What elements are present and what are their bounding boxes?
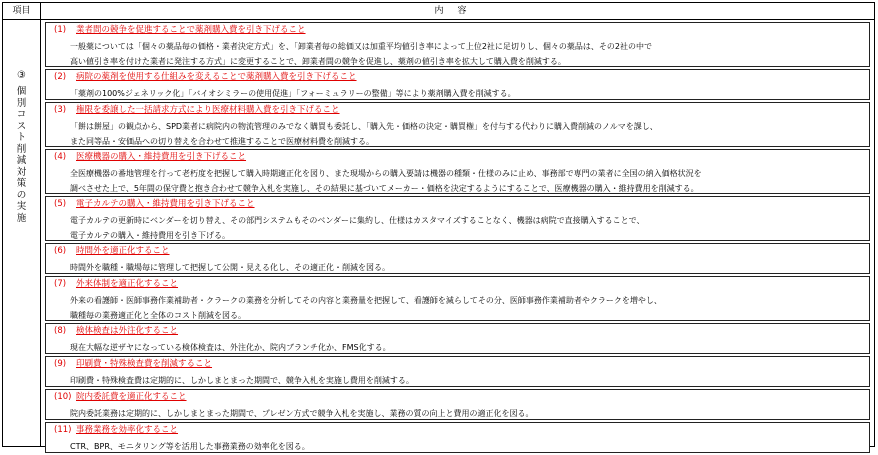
label-char: 削 — [16, 143, 27, 155]
header-content-column: 内容 — [434, 6, 481, 16]
item-body — [70, 120, 863, 149]
item-title: 外来体制を適正化すること — [76, 279, 179, 289]
list-item — [45, 102, 870, 147]
list-item — [45, 323, 870, 354]
item-body-line: 電子カルテの更新時にベンダーを切り替え、その部門システムもそのベンダーに集約し、仕様はカスタマイズすることなく、機器は病院で直接購入することで、 — [70, 216, 645, 225]
label-char: 策 — [16, 178, 27, 189]
label-char: 対 — [16, 166, 27, 178]
label-char: 別 — [16, 97, 27, 109]
item-title-line — [54, 325, 178, 337]
list-item — [45, 356, 870, 387]
item-title: 検体検査は外注化すること — [76, 326, 179, 336]
content-column — [41, 20, 874, 451]
item-body-line: 「薬剤の100%ジェネリック化」「バイオシミラーの使用促進」「フォーミュラリーの整備」等により薬剤購入費を削減する。 — [70, 89, 516, 98]
item-body-line: また同等品・安価品への切り替えを合わせて推進することで医療材料費を削減する。 — [70, 136, 374, 146]
item-title-line — [54, 198, 255, 210]
item-title-line — [54, 71, 357, 83]
item-title-line — [54, 24, 306, 36]
item-body-line: 一般薬については「個々の薬品毎の価格・業者決定方式」を、「卸業者毎の総価又は加重平均値引き率によって上位2社に足切りし、個々の薬品は、その2社の中で — [70, 42, 653, 51]
item-body-line: 院内委託業務は定期的に、しかしまとまった期間で、プレゼン方式で競争入札を実施し、業務の質の向上と費用の適正化を図る。 — [70, 409, 534, 418]
item-body-line: 電子カルテの購入・維持費用を引き下げる。 — [70, 230, 230, 240]
item-index: (2) — [54, 72, 67, 82]
label-char: 実 — [16, 201, 27, 212]
label-char: 施 — [16, 212, 27, 224]
item-index: (1) — [54, 25, 67, 35]
item-title: 医療機器の購入・維持費用を引き下げること — [76, 152, 247, 162]
item-body-line: 外来の看護師・医師事務作業補助者・クラークの業務を分析してその内容と業務量を把握して、看護師を減らしてその分、医師事務作業補助者やクラークを増やし、 — [70, 296, 662, 305]
item-body-line: 調べさせた上で、5年間の保守費と抱き合わせて競争入札を実施し、その結果に基づいてメーカー・価格を決定するようにすることで、医療機器の購入・維持費用を削減する。 — [70, 183, 699, 193]
item-title: 業者間の競争を促進することで薬剤購入費を引き下げること — [76, 25, 306, 35]
item-title-line — [54, 391, 187, 403]
table-header — [3, 3, 874, 20]
item-index: (6) — [54, 246, 67, 256]
item-index: (5) — [54, 199, 67, 209]
item-title: 時間外を適正化すること — [76, 246, 170, 256]
item-title: 電子カルテの購入・維持費用を引き下げること — [76, 199, 255, 209]
list-item — [45, 276, 870, 321]
item-title-line — [54, 424, 178, 436]
list-item — [45, 422, 870, 453]
item-body-line: 印刷費・特殊検査費は定期的に、しかしまとまった期間で、競争入札を実施し費用を削減する。 — [70, 376, 414, 385]
header-item-column: 項目 — [3, 3, 41, 19]
table-frame — [2, 2, 875, 451]
item-body-line: CTR、BPR、モニタリング等を活用した事務業務の効率化を図る。 — [70, 442, 310, 451]
label-char: コ — [16, 109, 27, 120]
label-char: ト — [16, 132, 27, 143]
item-index: (10) — [54, 392, 72, 402]
item-title-line — [54, 151, 246, 163]
section-label-column — [3, 20, 41, 446]
item-body — [70, 294, 863, 323]
item-title-line — [54, 278, 178, 290]
section-number: ③ — [17, 70, 26, 81]
item-body-line: 現在大幅な逆ザヤになっている検体検査は、外注化か、院内ブランチ化か、FMS化する。 — [70, 343, 391, 352]
item-title-line — [54, 104, 340, 116]
item-body — [70, 167, 863, 196]
item-index: (7) — [54, 279, 67, 289]
item-body — [70, 261, 863, 276]
label-char: 減 — [16, 155, 27, 166]
item-body — [70, 374, 863, 389]
list-item — [45, 69, 870, 100]
item-title: 事務業務を効率化すること — [76, 425, 179, 435]
item-title: 印刷費・特殊検査費を削減すること — [76, 359, 213, 369]
item-index: (3) — [54, 105, 67, 115]
item-body-line: 職種毎の業務適正化と全体のコスト削減を図る。 — [70, 310, 246, 320]
item-body-line: 「餅は餅屋」の観点から、SPD業者に病院内の物流管理のみでなく購買も委託し、「購入先・価格の決定・購買権」を付与する代わりに購入費削減のノルマを課し、 — [70, 122, 658, 131]
item-body — [70, 440, 863, 455]
section-vertical-label — [3, 86, 40, 224]
item-body — [70, 40, 863, 69]
item-index: (4) — [54, 152, 67, 162]
label-char: の — [16, 189, 27, 201]
label-char: 個 — [16, 86, 27, 97]
item-index: (9) — [54, 359, 67, 369]
list-item — [45, 243, 870, 274]
item-body — [70, 214, 863, 243]
item-body — [70, 87, 863, 102]
item-body-line: 高い値引き率を付けた業者に発注する方式」に変更することで、卸業者間の競争を促進し、薬剤の値引き率を拡大して購入費を削減する。 — [70, 56, 566, 66]
list-item — [45, 149, 870, 194]
list-item — [45, 22, 870, 67]
item-index: (8) — [54, 326, 67, 336]
list-item — [45, 389, 870, 420]
item-title: 病院の薬剤を使用する仕組みを変えることで薬剤購入費を引き下げること — [76, 72, 357, 82]
item-title-line — [54, 358, 212, 370]
item-title: 院内委託費を適正化すること — [76, 392, 187, 402]
item-body-line: 全医療機器の番地管理を行って老朽度を把握して購入時期適正化を図り、また現場からの購入要請は機器の種類・仕様のみに止め、事務部で専門の業者に全国の納入価格状況を — [70, 169, 702, 178]
item-title-line — [54, 245, 170, 257]
item-index: (11) — [54, 425, 72, 435]
item-body-line: 時間外を職種・職場毎に管理して把握して公開・見える化し、その適正化・削減を図る。 — [70, 263, 390, 272]
label-char: ス — [16, 120, 27, 132]
item-title: 権限を委譲した一括請求方式により医療材料購入費を引き下げること — [76, 105, 340, 115]
item-body — [70, 407, 863, 422]
item-body — [70, 341, 863, 356]
list-item — [45, 196, 870, 241]
